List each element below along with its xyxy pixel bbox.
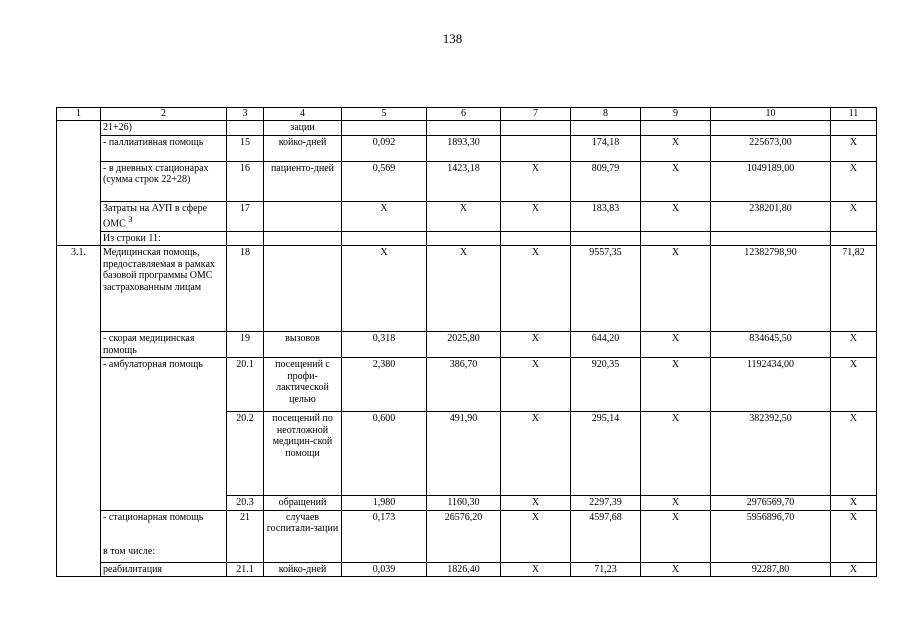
row-label-text: - стационарная помощь	[103, 511, 204, 523]
row-label	[101, 510, 227, 562]
row-number: 21.1	[227, 562, 264, 577]
cell	[571, 121, 641, 136]
cell	[641, 231, 711, 246]
cell: Х	[342, 246, 427, 332]
row-number	[227, 231, 264, 246]
row-number: 15	[227, 135, 264, 161]
header-row	[57, 108, 877, 121]
cell	[571, 231, 641, 246]
cell	[342, 231, 427, 246]
page-number: 138	[442, 31, 463, 46]
cell: Х	[831, 135, 877, 161]
row-label: - в дневных стационарах (сумма строк 22+28)	[101, 161, 227, 201]
cell: Х	[427, 246, 501, 332]
cell: 644,20	[571, 332, 641, 358]
cell: Х	[831, 332, 877, 358]
cell	[831, 231, 877, 246]
cell: 382392,50	[711, 412, 831, 496]
row-label	[101, 201, 227, 231]
cell: 1049189,00	[711, 161, 831, 201]
cell: 9557,35	[571, 246, 641, 332]
section-number: 3.1.	[57, 246, 101, 577]
row-number: 20.3	[227, 496, 264, 511]
row-number: 19	[227, 332, 264, 358]
row-label: Из строки 11:	[101, 231, 227, 246]
col-header-2: 2	[101, 108, 227, 121]
cell: 92287,80	[711, 562, 831, 577]
cell: 174,18	[571, 135, 641, 161]
cell: 0,092	[342, 135, 427, 161]
cell: Х	[342, 201, 427, 231]
table-row	[57, 332, 877, 358]
cell: 2976569,70	[711, 496, 831, 511]
unit-cell: посещений по неотложной медицин-ской помощи	[264, 412, 342, 496]
cell	[831, 121, 877, 136]
cell: Х	[501, 510, 571, 562]
table-row	[57, 135, 877, 161]
cell: 834645,50	[711, 332, 831, 358]
unit-cell: койко-дней	[264, 135, 342, 161]
col-header-7: 7	[501, 108, 571, 121]
row-label: - скорая медицинская помощь	[101, 332, 227, 358]
cell: 225673,00	[711, 135, 831, 161]
row-number: 20.1	[227, 358, 264, 412]
cell: Х	[641, 135, 711, 161]
cell	[427, 121, 501, 136]
cell: 4597,68	[571, 510, 641, 562]
unit-cell: зации	[264, 121, 342, 136]
row-number: 17	[227, 201, 264, 231]
cell: Х	[831, 510, 877, 562]
table-row	[57, 246, 877, 332]
cell: 295,14	[571, 412, 641, 496]
table-row	[57, 510, 877, 562]
cell: 1,980	[342, 496, 427, 511]
cell: Х	[831, 201, 877, 231]
unit-cell: койко-дней	[264, 562, 342, 577]
unit-cell: пациенто-дней	[264, 161, 342, 201]
row-label: - амбулаторная помощь	[101, 358, 227, 511]
col-header-4: 4	[264, 108, 342, 121]
cell: Х	[501, 412, 571, 496]
cell: Х	[641, 246, 711, 332]
row-label: Медицинская помощь, предоставляемая в рамках базовой программы ОМС застрахованным лицам	[101, 246, 227, 332]
col-header-11: 11	[831, 108, 877, 121]
cell: Х	[641, 332, 711, 358]
cell: Х	[831, 161, 877, 201]
cell: Х	[641, 562, 711, 577]
unit-cell: обращений	[264, 496, 342, 511]
unit-cell: случаев госпитали-зации	[264, 510, 342, 562]
row-label: реабилитация	[101, 562, 227, 577]
cell: 809,79	[571, 161, 641, 201]
cell: Х	[501, 161, 571, 201]
cell: Х	[501, 562, 571, 577]
table-row	[57, 161, 877, 201]
cell: Х	[831, 412, 877, 496]
cell: Х	[831, 358, 877, 412]
unit-cell: посещений с профи-лактической целью	[264, 358, 342, 412]
cell: Х	[427, 201, 501, 231]
cell	[501, 135, 571, 161]
cell: Х	[641, 201, 711, 231]
cell: Х	[641, 161, 711, 201]
cell: 1192434,00	[711, 358, 831, 412]
cell: 2025,80	[427, 332, 501, 358]
cell: 12382798,90	[711, 246, 831, 332]
row-label: - паллиативная помощь	[101, 135, 227, 161]
unit-cell	[264, 201, 342, 231]
cell: 1893,30	[427, 135, 501, 161]
row-label: 21+26)	[101, 121, 227, 136]
col-header-5: 5	[342, 108, 427, 121]
table-row	[57, 121, 877, 136]
table-row	[57, 562, 877, 577]
row-number: 18	[227, 246, 264, 332]
table-row	[57, 231, 877, 246]
cell: Х	[501, 358, 571, 412]
cell	[641, 121, 711, 136]
cell: Х	[831, 496, 877, 511]
cell: Х	[501, 246, 571, 332]
cell: 71,82	[831, 246, 877, 332]
footnote-mark: 3	[128, 215, 133, 224]
cell: 2297,39	[571, 496, 641, 511]
col-header-8: 8	[571, 108, 641, 121]
cell	[427, 231, 501, 246]
cell: 2,380	[342, 358, 427, 412]
cell: 238201,80	[711, 201, 831, 231]
col-header-10: 10	[711, 108, 831, 121]
unit-cell	[264, 246, 342, 332]
cell: 491,90	[427, 412, 501, 496]
cell: Х	[501, 201, 571, 231]
col-header-1: 1	[57, 108, 101, 121]
cell	[342, 121, 427, 136]
cell: 0,173	[342, 510, 427, 562]
cell: 920,35	[571, 358, 641, 412]
cell: Х	[641, 358, 711, 412]
col-header-6: 6	[427, 108, 501, 121]
cell: 26576,20	[427, 510, 501, 562]
cell: 71,23	[571, 562, 641, 577]
cell-empty	[57, 121, 101, 246]
table-row	[57, 201, 877, 231]
cell: 1826,40	[427, 562, 501, 577]
cell: Х	[641, 496, 711, 511]
cell: 0,318	[342, 332, 427, 358]
cell: 1160,30	[427, 496, 501, 511]
cell	[711, 231, 831, 246]
row-label-text: Затраты на АУП в сфере ОМС	[103, 202, 208, 230]
cell	[501, 231, 571, 246]
cell: 0,039	[342, 562, 427, 577]
cell: 0,569	[342, 161, 427, 201]
row-sublabel: в том числе:	[103, 546, 156, 558]
cell: 183,83	[571, 201, 641, 231]
col-header-9: 9	[641, 108, 711, 121]
row-number: 16	[227, 161, 264, 201]
row-number: 21	[227, 510, 264, 562]
cell: 0,600	[342, 412, 427, 496]
row-number	[227, 121, 264, 136]
cell	[501, 121, 571, 136]
cell: 5956896,70	[711, 510, 831, 562]
row-number: 20.2	[227, 412, 264, 496]
unit-cell	[264, 231, 342, 246]
cell: Х	[641, 412, 711, 496]
cell: 1423,18	[427, 161, 501, 201]
table-row	[57, 358, 877, 412]
financing-table	[56, 107, 877, 577]
cell: Х	[641, 510, 711, 562]
cell	[711, 121, 831, 136]
cell: 386,70	[427, 358, 501, 412]
unit-cell: вызовов	[264, 332, 342, 358]
cell: Х	[501, 332, 571, 358]
cell: Х	[501, 496, 571, 511]
col-header-3: 3	[227, 108, 264, 121]
cell: Х	[831, 562, 877, 577]
